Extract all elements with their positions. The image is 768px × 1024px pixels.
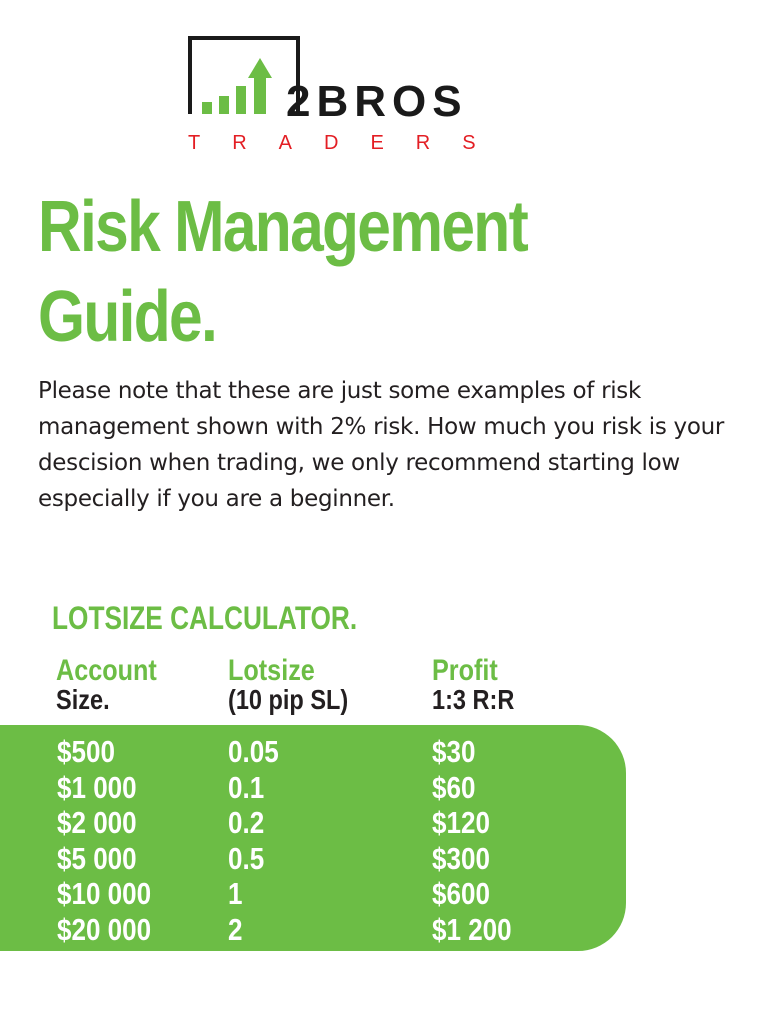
lotsize-cell: 0.05 bbox=[228, 734, 279, 769]
intro-paragraph: Please note that these are just some examples of risk management shown with 2% risk. How much you risk is your descision when trading, we only recommend starting low especially if you are a beginner. bbox=[38, 378, 725, 512]
profit-cell: $1 200 bbox=[432, 911, 512, 947]
table-row bbox=[0, 912, 768, 948]
lotsize-cell: 1 bbox=[228, 876, 243, 911]
table-row bbox=[0, 876, 768, 912]
account-size-cell: $10 000 bbox=[57, 876, 152, 911]
calculator-table bbox=[0, 734, 768, 947]
column-header-account bbox=[56, 656, 157, 714]
column-header-line1: Account bbox=[56, 654, 157, 687]
column-header-line1: Profit bbox=[432, 654, 498, 687]
logo-wordmark: 2BROS bbox=[286, 77, 468, 126]
table-row bbox=[0, 734, 768, 770]
column-header-line2: (10 pip SL) bbox=[228, 684, 349, 715]
account-size-cell: $5 000 bbox=[57, 840, 137, 876]
page-title-line: Risk Management bbox=[38, 187, 528, 267]
account-size-cell: $1 000 bbox=[57, 769, 137, 805]
account-size-cell: $20 000 bbox=[57, 911, 152, 947]
table-row bbox=[0, 805, 768, 841]
brand-logo bbox=[186, 34, 516, 158]
column-header-profit bbox=[432, 656, 514, 714]
column-header-line1: Lotsize bbox=[228, 654, 315, 687]
lotsize-cell: 0.5 bbox=[228, 840, 265, 876]
profit-cell: $30 bbox=[432, 734, 476, 769]
column-header-lotsize bbox=[228, 656, 348, 714]
calculator-title: LOTSIZE CALCULATOR. bbox=[52, 600, 358, 636]
column-header-line2: Size. bbox=[56, 684, 110, 715]
lotsize-cell: 0.1 bbox=[228, 769, 265, 805]
table-row bbox=[0, 770, 768, 806]
lotsize-cell: 2 bbox=[228, 911, 243, 947]
profit-cell: $300 bbox=[432, 840, 490, 876]
profit-cell: $120 bbox=[432, 805, 490, 840]
lotsize-cell: 0.2 bbox=[228, 805, 265, 840]
logo-tagline: TRADERS bbox=[188, 132, 508, 154]
account-size-cell: $500 bbox=[57, 734, 115, 769]
profit-cell: $60 bbox=[432, 769, 476, 805]
page-title-line: Guide. bbox=[38, 277, 217, 357]
column-header-line2: 1:3 R:R bbox=[432, 684, 515, 715]
profit-cell: $600 bbox=[432, 876, 490, 911]
table-row bbox=[0, 841, 768, 877]
account-size-cell: $2 000 bbox=[57, 805, 137, 840]
page-title bbox=[38, 182, 626, 362]
